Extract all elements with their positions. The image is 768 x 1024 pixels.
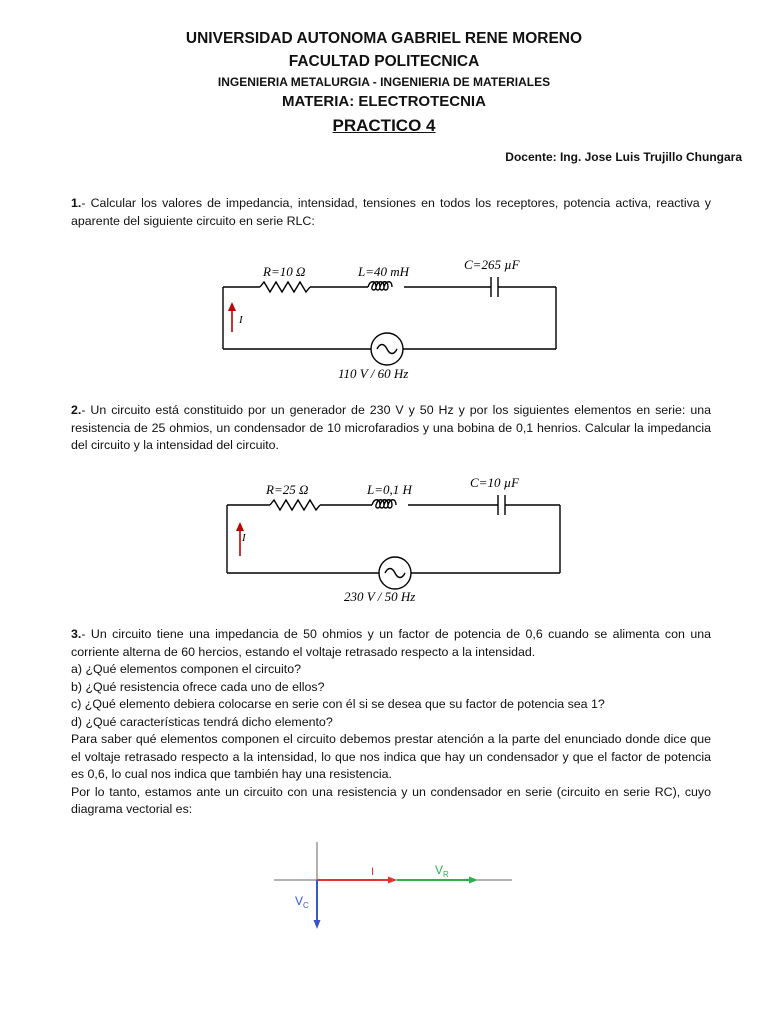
subject: MATERIA: ELECTROTECNIA (282, 93, 486, 110)
resistor-symbol-1 (260, 282, 310, 292)
question-d: d) ¿Qué características tendrá dicho elemento? (71, 714, 333, 729)
problem-3-intro: - Un circuito tiene una impedancia de 50 ohmios y un factor de potencia de 0,6 cuando se alimenta con una corriente alterna de 60 hercios, estando el voltaje retrasado respecto a la intensidad. (71, 627, 711, 659)
current-arrow-2 (236, 522, 244, 531)
circuit-diagram-1 (218, 252, 563, 382)
page-title: PRACTICO 4 (332, 116, 436, 135)
question-c: c) ¿Qué elemento debiera colocarse en serie con él si se desea que su factor de potencia sea 1? (71, 697, 605, 711)
explanation-1: Para saber qué elementos componen el circuito debemos prestar atención a la parte del enunciado donde dice que el voltaje retrasado respecto a la intensidad, lo que nos indica que hay un condensador y que el factor de potencia es 0,6, lo cual nos indica que también hay una resistencia. (71, 732, 711, 781)
university-name: UNIVERSIDAD AUTONOMA GABRIEL RENE MORENO (185, 30, 583, 47)
problem-3-number: 3. (71, 627, 82, 641)
capacitor-label-1: C=265 µF (464, 257, 520, 272)
current-phasor-label: I (371, 866, 375, 878)
capacitor-label-2: C=10 µF (470, 475, 520, 490)
svg-text:VR (435, 863, 449, 879)
question-a: a) ¿Qué elementos componen el circuito? (71, 662, 302, 676)
problem-1-number: 1. (71, 196, 82, 210)
problem-2-text: - Un circuito está constituido por un generador de 230 V y 50 Hz y por los siguientes elementos en serie: una resistencia de 25 ohmios, un condensador de 10 microfaradios y una bobina de 0,1 henrios. Calcular la impedancia del circuito y la intensidad del circuito. (71, 403, 711, 452)
inductor-label-2: L=0,1 H (367, 482, 412, 497)
faculty-name: FACULTAD POLITECNICA (288, 53, 480, 70)
svg-text:VC (295, 894, 309, 910)
vr-phasor-label: V (435, 863, 444, 877)
phasor-diagram (270, 838, 520, 958)
inductor-symbol-1 (368, 282, 392, 290)
inductor-symbol-2 (372, 500, 396, 508)
resistor-label-2: R=25 Ω (266, 482, 309, 497)
problem-2-number: 2. (71, 403, 82, 417)
source-label-1: 110 V / 60 Hz (338, 366, 409, 381)
vr-subscript: R (443, 870, 449, 879)
problem-2-statement (71, 402, 711, 455)
careers: INGENIERIA METALURGIA - INGENIERIA DE MATERIALES (217, 75, 551, 89)
current-label-2: I (242, 532, 246, 544)
teacher-name: Docente: Ing. Jose Luis Trujillo Chungara (505, 150, 742, 164)
inductor-label-1: L=40 mH (358, 264, 410, 279)
circuit-diagram-2 (222, 472, 567, 607)
problem-1-text: - Calcular los valores de impedancia, intensidad, tensiones en todos los receptores, potencia activa, reactiva y aparente del siguiente circuito en serie RLC: (71, 196, 711, 228)
source-label-2: 230 V / 50 Hz (344, 589, 416, 604)
resistor-label-1: R=10 Ω (263, 264, 306, 279)
problem-1-statement (71, 195, 711, 230)
problem-3-statement (71, 626, 711, 819)
resistor-symbol-2 (270, 500, 320, 510)
current-arrow-1 (228, 302, 236, 311)
vc-phasor-label: V (295, 894, 304, 908)
vc-subscript: C (303, 901, 309, 910)
question-b: b) ¿Qué resistencia ofrece cada uno de ellos? (71, 679, 325, 694)
explanation-2: Por lo tanto, estamos ante un circuito con una resistencia y un condensador en serie (circuito en serie RC), cuyo diagrama vectorial es: (71, 784, 711, 816)
current-label-1: I (239, 314, 243, 326)
